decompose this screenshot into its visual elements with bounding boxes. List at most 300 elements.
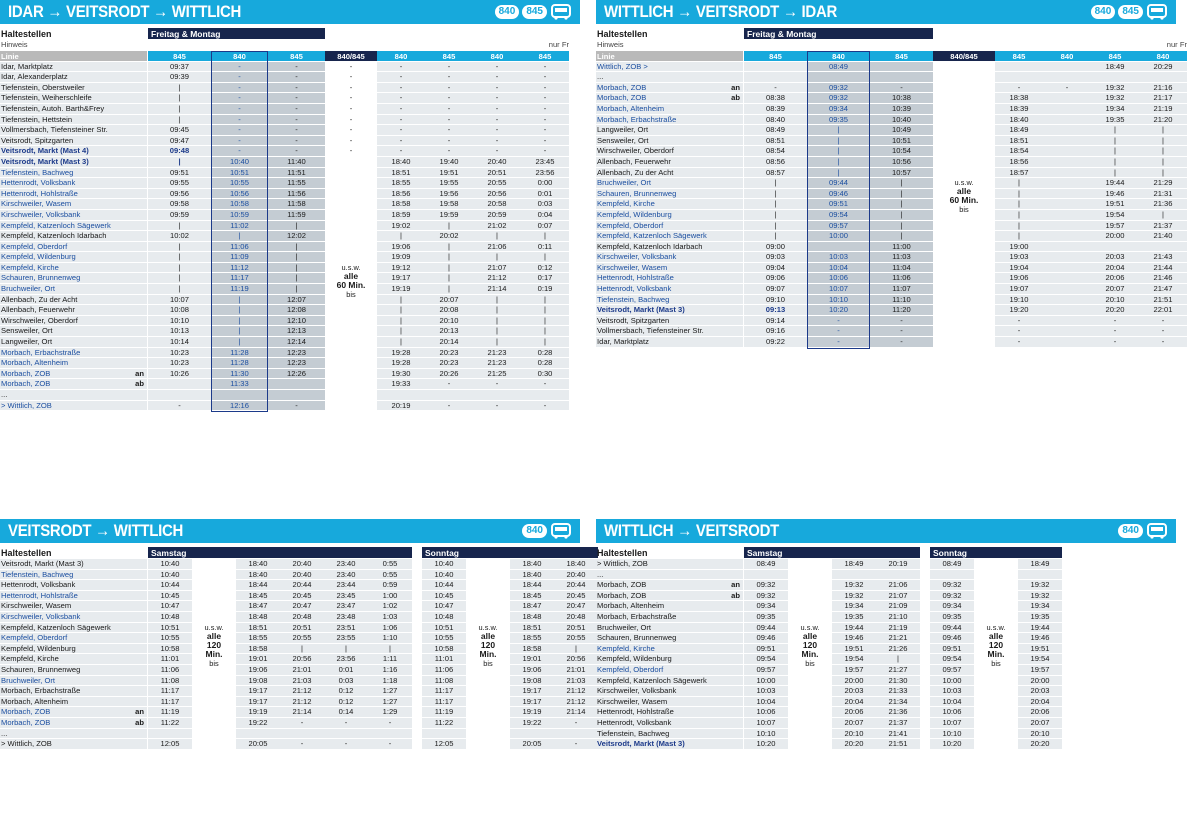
time-cell: - [473, 62, 521, 73]
time-cell: 09:51 [744, 644, 788, 655]
time-cell: 21:25 [473, 369, 521, 380]
bus-icon [1146, 4, 1168, 20]
time-cell: 09:35 [930, 612, 974, 623]
time-cell: 12:05 [422, 739, 466, 750]
gap-cell [412, 665, 422, 676]
time-cell: | [473, 305, 521, 316]
time-cell: 10:55 [422, 633, 466, 644]
interval-note [192, 623, 236, 668]
gap-cell [192, 591, 236, 602]
stop-name: > Wittlich, ZOB [0, 401, 148, 412]
time-cell [325, 379, 377, 390]
time-cell: 09:34 [744, 601, 788, 612]
gap-cell [192, 697, 236, 708]
stop-name: Veitsrodt, Markt (Mast 3) [0, 559, 148, 570]
time-cell: 10:54 [870, 146, 933, 157]
bus-icon [550, 4, 572, 20]
time-cell [832, 570, 876, 581]
time-cell: 10:58 [211, 199, 268, 210]
time-cell: 21:12 [280, 697, 324, 708]
time-cell: | [211, 326, 268, 337]
stop-name: Kempfeld, Kirche [596, 199, 744, 210]
time-cell: | [1091, 136, 1139, 147]
gap-cell [920, 601, 930, 612]
linie-cell: 845 [1091, 51, 1139, 62]
time-cell: - [1091, 337, 1139, 348]
time-cell: - [325, 115, 377, 126]
time-cell: 21:19 [876, 623, 920, 634]
time-cell: 23:44 [324, 580, 368, 591]
time-cell: - [268, 104, 325, 115]
gap-cell [466, 601, 510, 612]
time-cell: 1:06 [368, 623, 412, 634]
time-cell: | [521, 337, 569, 348]
time-cell: 11:58 [268, 199, 325, 210]
time-cell: 09:13 [744, 305, 807, 316]
time-cell: | [148, 221, 211, 232]
time-cell: 0:07 [521, 221, 569, 232]
stop-name: Allenbach, Zu der Acht [596, 168, 744, 179]
gap-cell [466, 676, 510, 687]
time-cell: 18:40 [554, 559, 598, 570]
time-cell [744, 570, 788, 581]
stop-name: Kempfeld, Katzenloch Sägewerk [0, 623, 148, 634]
interval-line: bis [991, 658, 1001, 668]
time-cell: | [473, 295, 521, 306]
stop-name: Morbach, Altenheim [0, 697, 148, 708]
time-cell: 18:59 [377, 210, 425, 221]
time-cell: - [521, 104, 569, 115]
time-cell: - [377, 104, 425, 115]
stop-name: Morbach, ZOB ab [596, 93, 744, 104]
interval-line: Min. [801, 648, 819, 659]
time-cell [930, 570, 974, 581]
time-cell: 20:56 [280, 654, 324, 665]
time-cell: - [268, 401, 325, 412]
stop-name: Morbach, ZOB an [0, 707, 148, 718]
time-cell [422, 729, 466, 740]
time-cell: | [268, 284, 325, 295]
time-cell: 19:44 [1091, 178, 1139, 189]
stop-name: Vollmersbach, Tiefensteiner Str. [596, 326, 744, 337]
gap-cell [933, 28, 995, 39]
time-cell [933, 284, 995, 295]
time-cell: 18:38 [995, 93, 1043, 104]
time-cell: 11:19 [148, 707, 192, 718]
time-cell: 20:59 [473, 210, 521, 221]
time-cell: 11:17 [211, 273, 268, 284]
gap-cell [412, 686, 422, 697]
time-cell: | [377, 305, 425, 316]
stop-name: Tiefenstein, Oberstweiler [0, 83, 148, 94]
time-cell: 19:06 [377, 242, 425, 253]
linie-cell: 845 [521, 51, 569, 62]
time-cell [325, 358, 377, 369]
time-cell [325, 369, 377, 380]
time-cell: 09:35 [744, 612, 788, 623]
time-cell: 21:36 [1139, 199, 1187, 210]
time-cell: 11:10 [870, 295, 933, 306]
time-cell [425, 390, 473, 401]
time-cell [1043, 168, 1091, 179]
time-cell: | [148, 242, 211, 253]
time-cell: - [473, 125, 521, 136]
time-cell: - [325, 83, 377, 94]
time-cell: 21:17 [1139, 93, 1187, 104]
time-cell: 0:12 [324, 686, 368, 697]
time-cell: | [148, 284, 211, 295]
stop-name: Sensweiler, Ort [0, 326, 148, 337]
time-cell: | [425, 273, 473, 284]
time-cell [933, 62, 995, 73]
time-cell: 08:56 [744, 157, 807, 168]
stop-name: Langweiler, Ort [596, 125, 744, 136]
time-cell: 1:03 [368, 612, 412, 623]
time-cell: 21:37 [1139, 221, 1187, 232]
time-cell: - [425, 136, 473, 147]
time-cell: - [425, 146, 473, 157]
stop-name: ... [0, 729, 148, 740]
time-cell: - [377, 136, 425, 147]
stop-name: Kirschweiler, Volksbank [0, 612, 148, 623]
gap-cell [788, 559, 832, 570]
time-cell [933, 326, 995, 337]
stop-name: Idar, Alexanderplatz [0, 72, 148, 83]
time-cell: | [1139, 168, 1187, 179]
time-cell: 1:29 [368, 707, 412, 718]
stop-name: Veitsrodt, Spitzgarten [596, 316, 744, 327]
time-cell: 11:19 [422, 707, 466, 718]
time-cell: 20:10 [1091, 295, 1139, 306]
time-cell: | [744, 199, 807, 210]
time-cell: 20:55 [473, 178, 521, 189]
time-cell: 19:35 [832, 612, 876, 623]
timetable-grid [596, 547, 1176, 750]
time-cell: 18:51 [510, 623, 554, 634]
time-cell [325, 157, 377, 168]
time-cell: 10:04 [744, 697, 788, 708]
time-cell: 19:12 [377, 263, 425, 274]
interval-line: u.s.w. [341, 263, 361, 272]
time-cell: | [473, 316, 521, 327]
gap-cell [974, 559, 1018, 570]
stop-name: Veitsrodt, Spitzgarten [0, 136, 148, 147]
time-cell: 12:13 [268, 326, 325, 337]
time-cell: 20:51 [473, 168, 521, 179]
linie-cell: 840 [1139, 51, 1187, 62]
interval-line: bis [805, 658, 815, 668]
stop-name: Morbach, ZOB ab [0, 718, 148, 729]
time-cell: 0:55 [368, 570, 412, 581]
linie-cell: 845 [995, 51, 1043, 62]
time-cell: 19:57 [1018, 665, 1062, 676]
gap-cell [788, 591, 832, 602]
gap-cell [192, 676, 236, 687]
time-cell: 18:40 [510, 570, 554, 581]
time-cell: 10:58 [148, 644, 192, 655]
time-cell: | [211, 231, 268, 242]
time-cell: 20:47 [280, 601, 324, 612]
interval-line: Min. [205, 648, 223, 659]
time-cell: | [870, 231, 933, 242]
time-cell [377, 390, 425, 401]
time-cell: | [870, 210, 933, 221]
time-cell: 20:00 [832, 676, 876, 687]
time-cell: 09:32 [930, 591, 974, 602]
linie-cell: 840 [377, 51, 425, 62]
timetable-grid [0, 28, 580, 411]
time-cell: 10:00 [744, 676, 788, 687]
time-cell: 20:40 [473, 157, 521, 168]
gap-cell [788, 612, 832, 623]
time-cell: 18:40 [236, 559, 280, 570]
stop-name: Allenbach, Feuerwehr [0, 305, 148, 316]
time-cell: 19:44 [832, 623, 876, 634]
time-cell: 20:04 [1091, 263, 1139, 274]
time-cell [933, 125, 995, 136]
time-cell: 11:40 [268, 157, 325, 168]
time-cell: 11:06 [422, 665, 466, 676]
time-cell: 20:40 [554, 570, 598, 581]
time-cell: 10:04 [807, 263, 870, 274]
time-cell: 21:12 [554, 697, 598, 708]
time-cell: - [211, 83, 268, 94]
time-cell: 20:40 [280, 570, 324, 581]
hinweis-cell [744, 40, 807, 51]
time-cell: 20:48 [554, 612, 598, 623]
time-cell: | [521, 326, 569, 337]
time-cell: 10:20 [807, 305, 870, 316]
stop-name: Kempfeld, Katzenloch Idarbach [596, 242, 744, 253]
hinweis-cell [377, 40, 425, 51]
gap-cell [788, 601, 832, 612]
time-cell: 23:40 [324, 570, 368, 581]
time-cell: 21:14 [554, 707, 598, 718]
time-cell: 23:45 [324, 591, 368, 602]
time-cell: 10:57 [870, 168, 933, 179]
time-cell: | [268, 242, 325, 253]
time-cell: 11:03 [870, 252, 933, 263]
gap-cell [974, 580, 1018, 591]
stop-name: Hettenrodt, Hohlstraße [0, 189, 148, 200]
linie-cell: 845 [744, 51, 807, 62]
time-cell: 08:49 [744, 559, 788, 570]
bus-icon [550, 523, 572, 539]
time-cell: - [473, 401, 521, 412]
line-badges [1091, 4, 1168, 20]
time-cell: 21:20 [1139, 115, 1187, 126]
time-cell: - [425, 62, 473, 73]
gap-cell [974, 707, 1018, 718]
stop-name: Allenbach, Feuerwehr [596, 157, 744, 168]
gap-cell [920, 676, 930, 687]
time-cell: 12:10 [268, 316, 325, 327]
time-cell: 21:31 [1139, 189, 1187, 200]
time-cell: 11:22 [422, 718, 466, 729]
gap-cell [466, 612, 510, 623]
time-cell: 20:23 [425, 358, 473, 369]
time-cell: 20:45 [554, 591, 598, 602]
time-cell: 10:58 [422, 644, 466, 655]
time-cell: - [368, 718, 412, 729]
gap-cell [412, 707, 422, 718]
time-cell: 09:06 [744, 273, 807, 284]
time-cell: - [377, 125, 425, 136]
time-cell: 09:10 [744, 295, 807, 306]
gap-cell [974, 686, 1018, 697]
time-cell: 19:32 [832, 580, 876, 591]
time-cell: 09:32 [930, 580, 974, 591]
gap-cell [920, 665, 930, 676]
time-cell: 18:54 [995, 146, 1043, 157]
stop-name: Kempfeld, Katzenloch Sägewerk [596, 676, 744, 687]
time-cell [933, 263, 995, 274]
hinweis-cell [870, 40, 933, 51]
time-cell [1043, 231, 1091, 242]
time-cell: | [1091, 125, 1139, 136]
time-cell: - [1139, 326, 1187, 337]
time-cell: 20:26 [425, 369, 473, 380]
time-cell [1018, 570, 1062, 581]
time-cell [268, 390, 325, 401]
panel-title: WITTLICH → VEITSRODT → IDAR [604, 2, 838, 21]
time-cell: 21:06 [876, 580, 920, 591]
time-cell: - [377, 146, 425, 157]
time-cell: 20:07 [832, 718, 876, 729]
time-cell: - [377, 62, 425, 73]
time-cell: - [807, 316, 870, 327]
time-cell: 18:49 [1091, 62, 1139, 73]
time-cell [933, 72, 995, 83]
stop-name: Morbach, Altenheim [0, 358, 148, 369]
time-cell: 19:33 [377, 379, 425, 390]
time-cell: - [211, 136, 268, 147]
time-cell: 11:17 [422, 697, 466, 708]
time-cell: | [995, 210, 1043, 221]
time-cell: 11:59 [268, 210, 325, 221]
time-cell: 09:03 [744, 252, 807, 263]
interval-line: alle [988, 630, 1004, 641]
hinweis-cell [268, 40, 325, 51]
time-cell [1043, 252, 1091, 263]
time-cell: 20:19 [377, 401, 425, 412]
stop-name: Kirschweiler, Wasem [0, 199, 148, 210]
time-cell: 09:54 [930, 654, 974, 665]
time-cell [148, 729, 192, 740]
stop-name: Tiefenstein, Weiherschleife [0, 93, 148, 104]
time-cell: 19:51 [1018, 644, 1062, 655]
gap-cell [788, 707, 832, 718]
time-cell: 1:27 [368, 697, 412, 708]
time-cell: 21:23 [473, 348, 521, 359]
time-cell: - [995, 83, 1043, 94]
time-cell [1043, 136, 1091, 147]
time-cell: - [473, 115, 521, 126]
stop-name: Bruchweiler, Ort [0, 676, 148, 687]
time-cell: 19:57 [832, 665, 876, 676]
time-cell: - [554, 718, 598, 729]
time-cell: | [807, 168, 870, 179]
time-cell: 10:47 [148, 601, 192, 612]
stop-name: Idar, Marktplatz [0, 62, 148, 73]
stop-name: Bruchweiler, Ort [596, 623, 744, 634]
time-cell: - [268, 93, 325, 104]
stop-name: ... [596, 570, 744, 581]
gap-cell [192, 559, 236, 570]
stop-name: Morbach, Altenheim [596, 601, 744, 612]
time-cell [933, 157, 995, 168]
gap-cell [466, 707, 510, 718]
time-cell [325, 189, 377, 200]
gap-cell [920, 707, 930, 718]
time-cell: | [521, 231, 569, 242]
time-cell: - [377, 115, 425, 126]
time-cell: - [473, 72, 521, 83]
time-cell [325, 221, 377, 232]
time-cell: 21:51 [876, 739, 920, 750]
time-cell: 1:00 [368, 591, 412, 602]
panel-header [596, 0, 1176, 24]
time-cell: 19:46 [832, 633, 876, 644]
time-cell: 10:14 [148, 337, 211, 348]
time-cell [807, 242, 870, 253]
time-cell: - [521, 146, 569, 157]
time-cell: | [744, 189, 807, 200]
hinweis-cell [148, 40, 211, 51]
time-cell: 09:57 [930, 665, 974, 676]
time-cell: - [425, 72, 473, 83]
stop-name: Morbach, ZOB an [596, 83, 744, 94]
time-cell: | [268, 263, 325, 274]
time-cell: 09:54 [807, 210, 870, 221]
time-cell: 18:48 [236, 612, 280, 623]
haltestellen-header: Haltestellen [596, 28, 744, 40]
time-cell [1043, 125, 1091, 136]
time-cell: 11:08 [422, 676, 466, 687]
stop-name: Kempfeld, Wildenburg [596, 210, 744, 221]
time-cell: 19:54 [1091, 210, 1139, 221]
time-cell: 18:55 [510, 633, 554, 644]
time-cell [280, 729, 324, 740]
haltestellen-header: Haltestellen [0, 547, 148, 559]
time-cell: - [870, 83, 933, 94]
time-cell: 23:56 [521, 168, 569, 179]
gap-cell [192, 612, 236, 623]
time-cell: 09:47 [148, 136, 211, 147]
stop-name: Morbach, Erbachstraße [596, 115, 744, 126]
time-cell: 09:22 [744, 337, 807, 348]
time-cell: - [425, 93, 473, 104]
panel-title: WITTLICH → VEITSRODT [604, 521, 780, 540]
time-cell [211, 390, 268, 401]
time-cell: - [368, 739, 412, 750]
time-cell: | [425, 263, 473, 274]
time-cell: 11:02 [211, 221, 268, 232]
time-cell: 1:27 [368, 686, 412, 697]
time-cell: | [1091, 168, 1139, 179]
time-cell: 0:14 [324, 707, 368, 718]
time-cell [933, 231, 995, 242]
time-cell: | [148, 273, 211, 284]
time-cell [325, 305, 377, 316]
time-cell [870, 62, 933, 73]
time-cell: | [473, 231, 521, 242]
time-cell: | [521, 252, 569, 263]
time-cell [933, 136, 995, 147]
time-cell: 19:19 [510, 707, 554, 718]
stop-name: Schauren, Brunnenweg [0, 665, 148, 676]
time-cell [325, 210, 377, 221]
